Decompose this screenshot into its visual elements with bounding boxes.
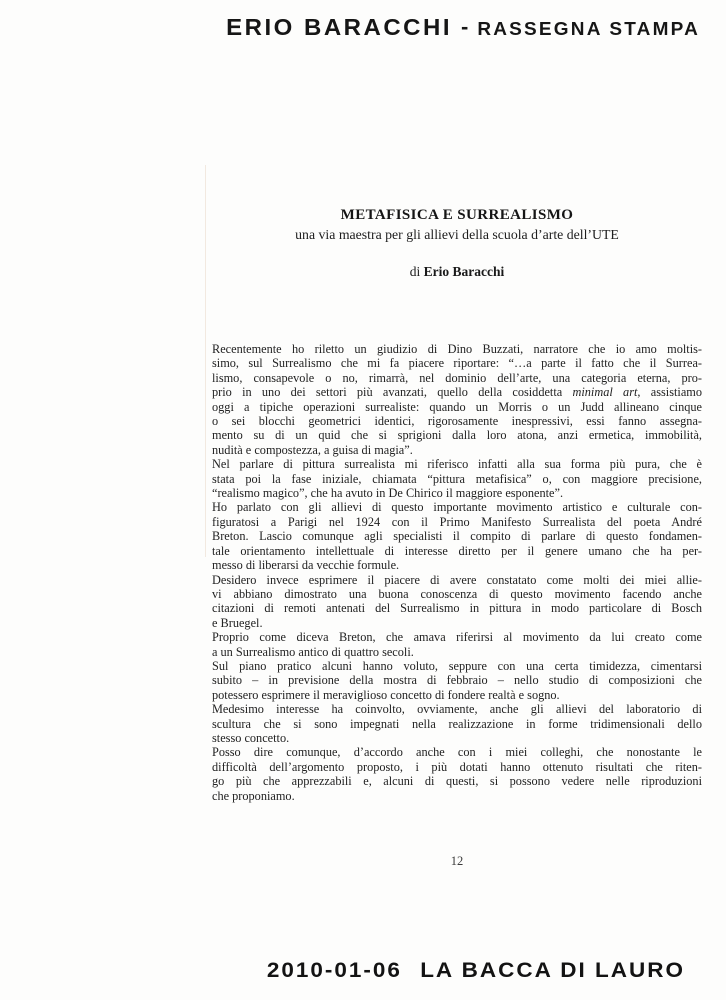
page-number: 12 (450, 854, 464, 868)
text-line: stesso concetto. (212, 730, 290, 745)
byline-prefix: di (409, 264, 421, 279)
text-line: e Bruegel. (212, 615, 263, 630)
text-line: mento su di un quid che si sprigioni dalla loro atona, anzi ermetica, immobilità, (212, 428, 702, 443)
text-line: a un Surrealismo antico di quattro secoli. (212, 644, 414, 659)
text-line: difficoltà dell’argomento proposto, i più dotati hanno ottenuto risultati che riten- (212, 759, 702, 774)
footer-date: 2010-01-06 (266, 958, 402, 982)
article-body (212, 342, 702, 803)
text-line: Sul piano pratico alcuni hanno voluto, seppure con una certa timidezza, cimentarsi (212, 658, 702, 673)
text-line: Breton. Lascio comunque agli specialisti il compito di parlare di questo fondamen- (212, 529, 702, 544)
text-line: go più che apprezzabili e, alcuni di questi, si possono vedere nelle riproduzioni (212, 774, 702, 789)
text-line: citazioni di remoti antenati del Surrealismo in pittura in modo particolare di Bosch (212, 601, 702, 616)
text-line: subito – in previsione della mostra di febbraio – nello studio di composizioni che (212, 673, 702, 688)
text-line: o sei blocchi geometrici identici, rigorosamente inespressivi, essi fanno assegna- (212, 414, 702, 429)
text-line: figuratosi a Parigi nel 1924 con il Primo Manifesto Surrealista del poeta André (212, 514, 702, 529)
text-line: stata poi la fase iniziale, chiamata “pittura metafisica” o, con maggiore precisione, (212, 471, 702, 486)
article-subtitle: una via maestra per gli allievi della scuola d’arte dell’UTE (295, 227, 619, 242)
text-line: Recentemente ho riletto un giudizio di Dino Buzzati, narratore che io amo moltis- (212, 342, 702, 356)
text-line: Proprio come diceva Breton, che amava riferirsi al movimento da lui creato come (212, 630, 702, 645)
text-line: Desidero invece esprimere il piacere di avere constatato come molti dei miei allie- (212, 572, 702, 587)
text-line: oggi a tipiche operazioni surrealiste: quando un Morris o un Judd allineano cinque (212, 399, 702, 414)
text-line: prio in uno dei settori più avanzati, quello della cosiddetta minimal art, assistiamo (212, 385, 702, 400)
masthead-separator: - (461, 15, 469, 39)
text-line: “realismo magico”, che ha avuto in De Chirico il maggiore esponente”. (212, 486, 564, 501)
text-line: scultura che si sono impegnati nella realizzazione in forme tridimensionali dello (212, 716, 702, 731)
text-line: Medesimo interesse ha coinvolto, ovviamente, anche gli allievi del laboratorio di (212, 702, 702, 717)
text-line: Nel parlare di pittura surrealista mi riferisco infatti alla sua forma più pura, che è (212, 457, 702, 472)
article-title: METAFISICA E SURREALISMO (340, 207, 574, 223)
text-line: lismo, consapevole o no, rimarrà, nel dominio dell’arte, una categoria eterna, pro- (212, 370, 702, 385)
article-header (212, 207, 702, 280)
text-line: tale orientamento intellettuale di interesse diretto per il genere umano che ha per- (212, 543, 702, 558)
footer-banner (267, 958, 685, 983)
byline-author: Erio Baracchi (423, 264, 505, 279)
text-line: Posso dire comunque, d’accordo anche con i miei colleghi, che nonostante le (212, 745, 702, 760)
text-line: nudità e compostezza, a guisa di magia”. (212, 442, 413, 457)
text-line: vi abbiano dimostrato una buona conoscenza di questo movimento facendo anche (212, 586, 702, 601)
scan-page-edge-line (205, 165, 206, 557)
text-line: potessero esprimere il meraviglioso concetto di fondere realtà e sogno. (212, 687, 560, 702)
masthead-artist-name: ERIO BARACCHI (226, 15, 452, 41)
text-line: Ho parlato con gli allievi di questo importante movimento artistico e culturale con- (212, 500, 702, 515)
text-line: che proponiamo. (212, 788, 295, 803)
masthead-series-title: RASSEGNA STAMPA (477, 19, 700, 40)
footer-publication-name: LA BACCA DI LAURO (420, 958, 685, 982)
text-line: simo, sul Surrealismo che mi fa piacere riportare: “…a parte il fatto che il Surrea- (212, 356, 702, 371)
text-line: messo di liberarsi da vecchie formule. (212, 558, 400, 573)
masthead-banner (226, 15, 700, 42)
article-byline (212, 264, 702, 280)
